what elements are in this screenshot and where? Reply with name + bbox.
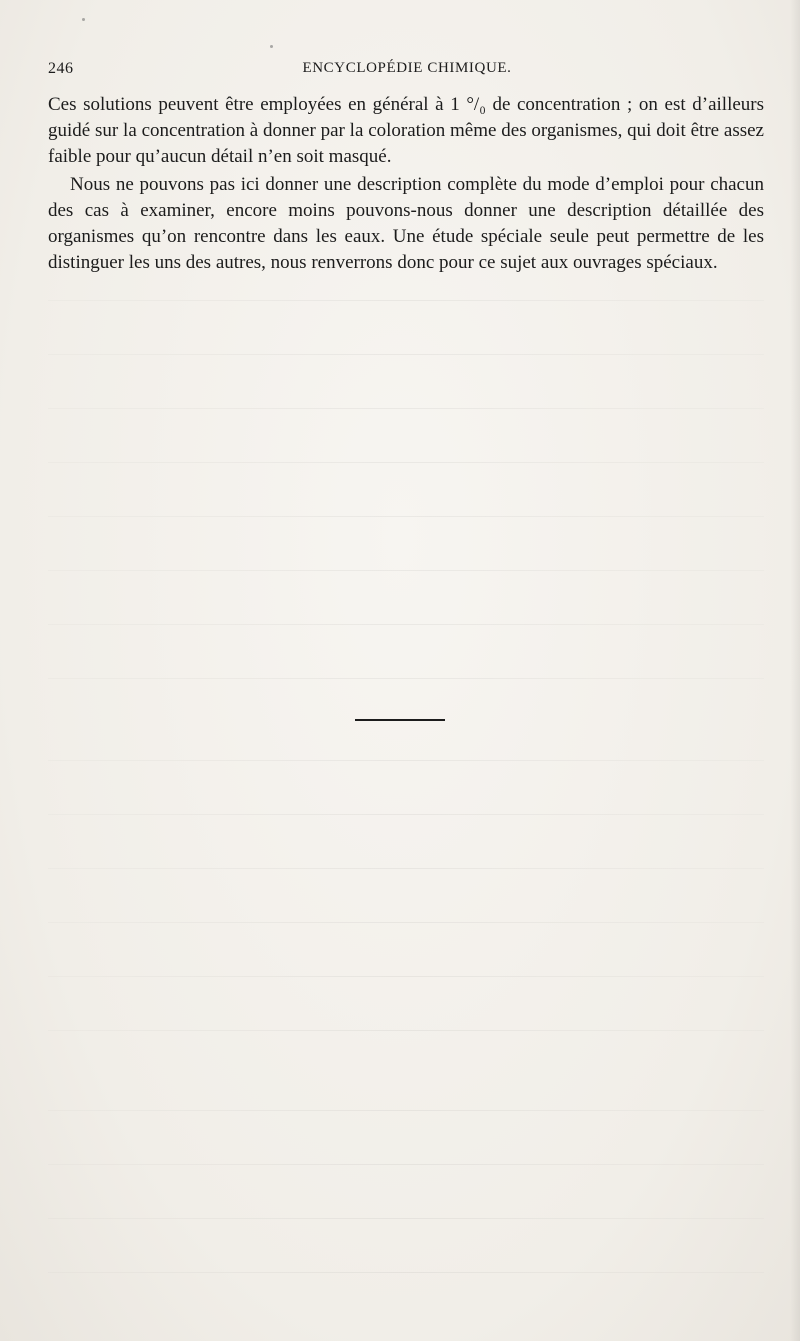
paragraph-2: Nous ne pouvons pas ici donner une description complète du mode d’emploi pour chacun des cas à examiner, encore moins pouvons-nous donner une description détaillée des organismes qu’on rencontre dans les eaux. Une étude spéciale seule peut permettre de les distinguer les uns des autres, nous renverrons donc pour ce sujet aux ouvrages spéciaux. bbox=[48, 173, 764, 274]
bleed-line bbox=[48, 1030, 764, 1031]
bleed-line bbox=[48, 1164, 764, 1165]
running-title: ENCYCLOPÉDIE CHIMIQUE. bbox=[302, 60, 512, 76]
bleed-line bbox=[48, 760, 764, 761]
section-divider bbox=[355, 719, 445, 721]
bleed-line bbox=[48, 408, 764, 409]
bleed-line bbox=[48, 516, 764, 517]
bleed-line bbox=[48, 678, 764, 679]
body-text bbox=[48, 92, 764, 276]
page-edge-shadow bbox=[790, 0, 800, 1341]
bleed-line bbox=[48, 570, 764, 571]
bleed-line bbox=[48, 814, 764, 815]
paragraph-1: Ces solutions peuvent être employées en général à 1 °/₀ de concentration ; on est d’ailleurs guidé sur la concentration à donner par la coloration même des organismes, qui doit être assez faible pour qu’aucun détail n’en soit masqué. bbox=[48, 94, 764, 168]
paper-speck bbox=[82, 18, 85, 21]
bleed-line bbox=[48, 1110, 764, 1111]
bleed-line bbox=[48, 300, 764, 301]
bleed-line bbox=[48, 868, 764, 869]
bleed-line bbox=[48, 1218, 764, 1219]
running-head bbox=[48, 60, 766, 84]
bleed-line bbox=[48, 976, 764, 977]
bleed-line bbox=[48, 462, 764, 463]
bleed-line bbox=[48, 354, 764, 355]
page-number: 246 bbox=[48, 60, 74, 77]
bleed-line bbox=[48, 1272, 764, 1273]
bleed-line bbox=[48, 624, 764, 625]
paper-speck bbox=[270, 45, 273, 48]
bleed-line bbox=[48, 922, 764, 923]
